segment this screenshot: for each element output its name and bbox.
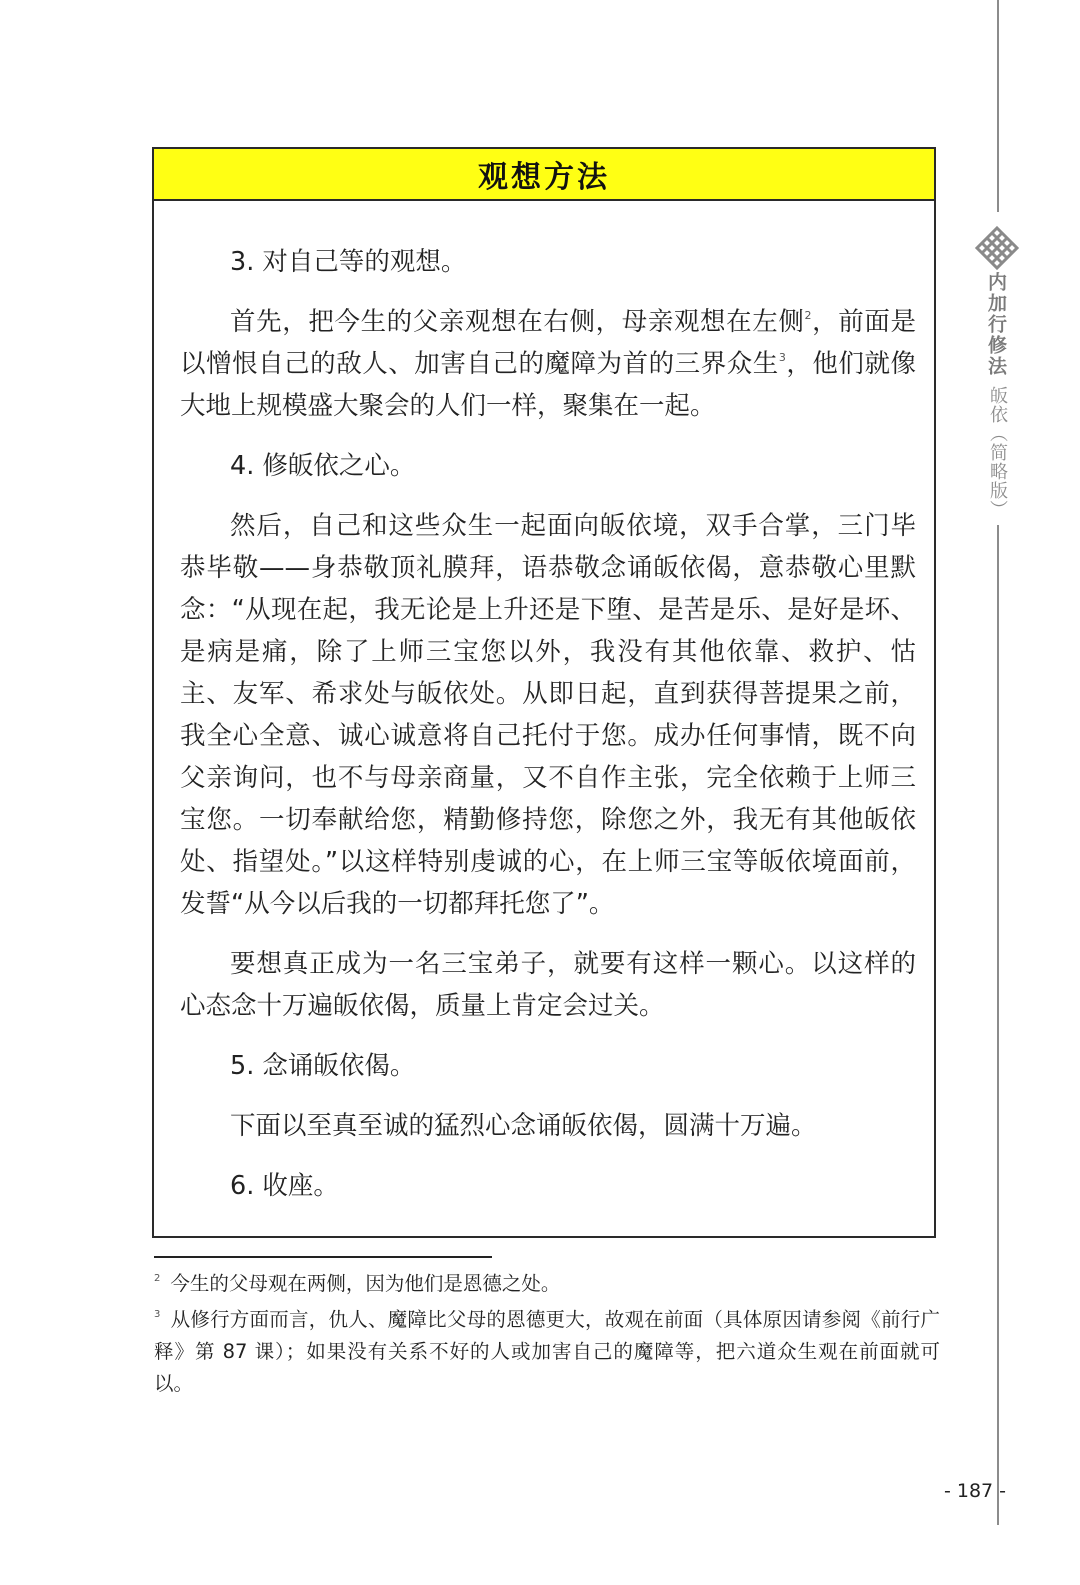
footnote-mark: 3 bbox=[154, 1309, 161, 1320]
footnote-text: 从修行方面而言，仇人、魔障比父母的恩德更大，故观在前面（具体原因请参阅《前行广释》第 87 课）；如果没有关系不好的人或加害自己的魔障等，把六道众生观在前面就可以。 bbox=[154, 1308, 940, 1395]
paragraph-4: 下面以至真至诚的猛烈心念诵皈依偈，圆满十万遍。 bbox=[230, 1111, 817, 1141]
footnote-2 bbox=[154, 1268, 940, 1300]
footnotes bbox=[154, 1268, 940, 1404]
heading-step-5: 5. 念诵皈依偈。 bbox=[230, 1051, 416, 1081]
sidebar-subtitle: 皈依（简略版） bbox=[987, 386, 1008, 519]
endless-knot-icon bbox=[974, 225, 1020, 271]
footnote-rule bbox=[154, 1256, 492, 1258]
heading-step-6: 6. 收座。 bbox=[230, 1171, 339, 1201]
page-number: - 187 - bbox=[943, 1480, 1007, 1502]
sidebar-title: 内加行修法 bbox=[985, 272, 1007, 377]
sidebar-bottom-line bbox=[997, 525, 999, 1525]
footnote-ref-2[interactable]: 2 bbox=[804, 309, 812, 322]
method-box bbox=[152, 147, 936, 1238]
paragraph-1-part-b: ，前面是以憎恨自己的敌人、加害自己的魔障为首的三界众生 bbox=[180, 307, 916, 379]
footnote-3 bbox=[154, 1304, 940, 1400]
sidebar-top-line bbox=[997, 0, 999, 212]
paragraph-2: 然后，自己和这些众生一起面向皈依境，双手合掌，三门毕恭毕敬——身恭敬顶礼膜拜，语恭敬念诵皈依偈，意恭敬心里默念：“从现在起，我无论是上升还是下堕、是苦是乐、是好是坏、是病是痛，除了上师三宝您以外，我没有其他依靠、救护、怙主、友军、希求处与皈依处。从即日起，直到获得菩提果之前，我全心全意、诚心诚意将自己托付于您。成办任何事情，既不向父亲询问，也不与母亲商量，又不自作主张，完全依赖于上师三宝您。一切奉献给您，精勤修持您，除您之外，我无有其他皈依处、指望处。”以这样特别虔诚的心，在上师三宝等皈依境面前，发誓“从今以后我的一切都拜托您了”。 bbox=[180, 511, 916, 919]
paragraph-1-part-c: ，他们就像大地上规模盛大聚会的人们一样，聚集在一起。 bbox=[180, 349, 916, 421]
heading-step-3: 3. 对自己等的观想。 bbox=[230, 247, 467, 277]
footnote-mark: 2 bbox=[154, 1273, 161, 1284]
paragraph-3: 要想真正成为一名三宝弟子，就要有这样一颗心。以这样的心态念十万遍皈依偈，质量上肯定会过关。 bbox=[180, 949, 916, 1021]
footnote-text: 今生的父母观在两侧，因为他们是恩德之处。 bbox=[170, 1272, 561, 1295]
box-body bbox=[180, 201, 916, 1207]
paragraph-1 bbox=[180, 301, 916, 427]
heading-step-4: 4. 修皈依之心。 bbox=[230, 451, 416, 481]
box-title: 观想方法 bbox=[154, 149, 934, 201]
paragraph-1-part-a: 首先，把今生的父亲观想在右侧，母亲观想在左侧 bbox=[230, 307, 805, 337]
footnote-ref-3[interactable]: 3 bbox=[778, 351, 786, 364]
